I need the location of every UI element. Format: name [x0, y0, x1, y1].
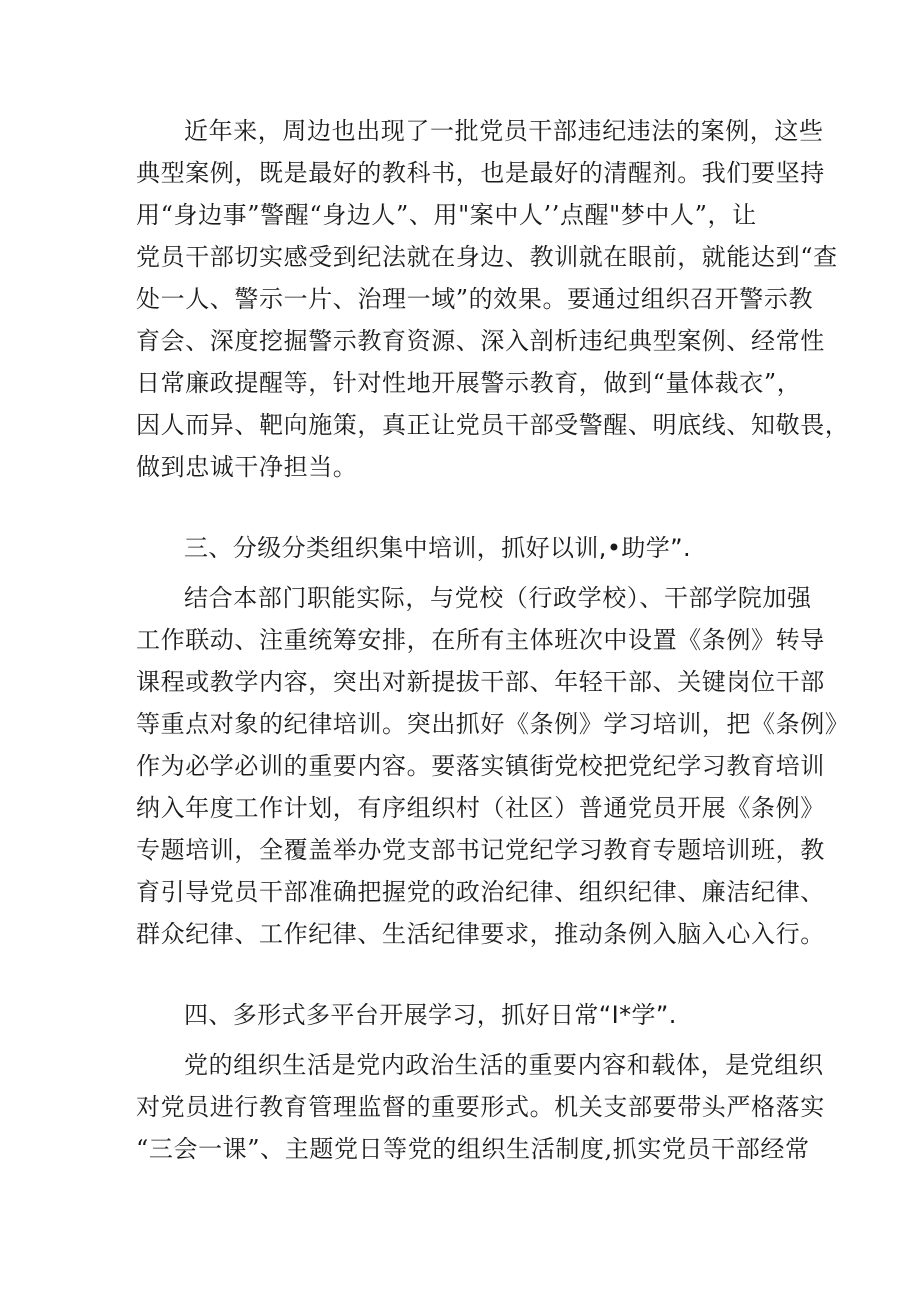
text-line: 育会、深度挖掘警示教育资源、深入剖析违纪典型案例、经常性 — [136, 327, 825, 355]
text-line: 结合本部门职能实际，与党校（行政学校）、干部学院加强 — [184, 584, 812, 612]
text-line: 育引导党员干部准确把握党的政治纪律、组织纪律、廉洁纪律、 — [136, 878, 825, 906]
text-line: “三会一课”、主题党日等党的组织生活制度,抓实党员干部经常 — [136, 1135, 810, 1163]
text-line: 典型案例，既是最好的教科书，也是最好的清醒剂。我们要坚持 — [136, 159, 825, 187]
text-line: 群众纪律、工作纪律、生活纪律要求，推动条例入脑入心入行。 — [136, 920, 825, 948]
text-line: 等重点对象的纪律培训。突出抓好《条例》学习培训，把《条例》 — [136, 710, 850, 738]
text-line: 工作联动、注重统筹安排，在所有主体班次中设置《条例》转导 — [136, 626, 825, 654]
text-line: 近年来，周边也出现了一批党员干部违纪违法的案例，这些 — [184, 117, 824, 145]
text-line: 用“身边事”警醒“身边人”、用"案中人’’点醒"梦中人”，让 — [136, 201, 757, 229]
text-line: 日常廉政提醒等，针对性地开展警示教育，做到“量体裁衣”， — [136, 369, 802, 397]
text-line: 党员干部切实感受到纪法就在身边、教训就在眼前，就能达到“查 — [136, 243, 838, 271]
heading-text: 四、多形式多平台开展学习，抓好日常“I*学”. — [184, 1001, 677, 1029]
text-line: 专题培训，全覆盖举办党支部书记党纪学习教育专题培训班，教 — [136, 836, 825, 864]
heading-text: 三、分级分类组织集中培训，抓好以训,•助学”. — [184, 534, 692, 562]
text-line: 党的组织生活是党内政治生活的重要内容和载体，是党组织 — [184, 1051, 824, 1079]
text-line: 纳入年度工作计划，有序组织村（社区）普通党员开展《条例》 — [136, 794, 825, 822]
text-line: 作为必学必训的重要内容。要落实镇街党校把党纪学习教育培训 — [136, 752, 825, 780]
text-line: 做到忠诚干净担当。 — [136, 453, 358, 481]
text-line: 课程或教学内容，突出对新提拔干部、年轻干部、关键岗位干部 — [136, 668, 825, 696]
text-line: 对党员进行教育管理监督的重要形式。机关支部要带头严格落实 — [136, 1093, 825, 1121]
text-line: 因人而异、靶向施策，真正让党员干部受警醒、明底线、知敬畏， — [136, 411, 850, 439]
text-line: 处一人、警示一片、治理一域”的效果。要通过组织召开警示教 — [136, 285, 814, 313]
